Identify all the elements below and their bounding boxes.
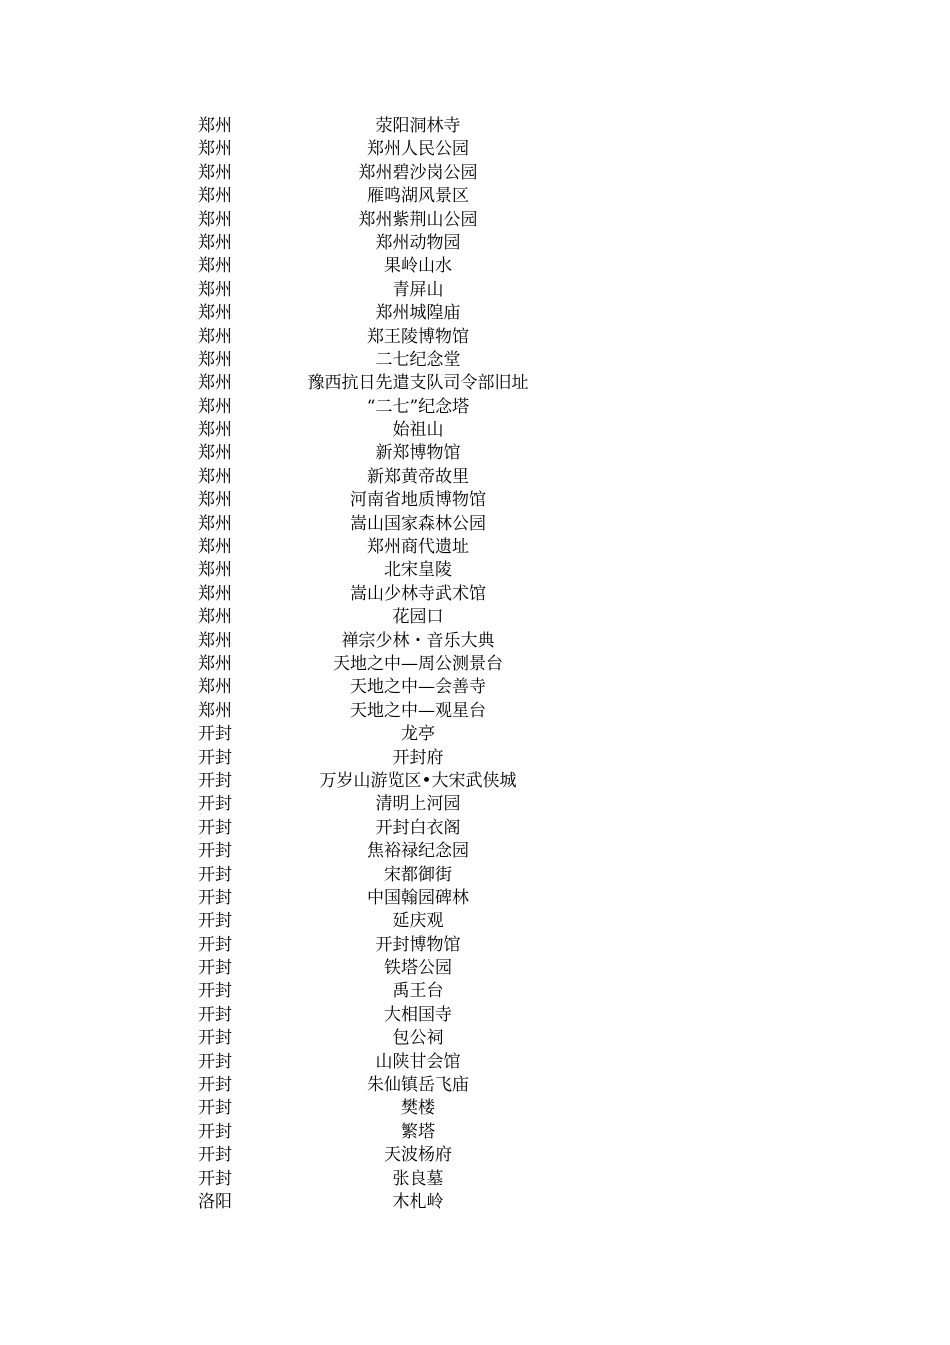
city-cell: 郑州 xyxy=(198,303,232,324)
city-cell: 郑州 xyxy=(198,630,232,651)
site-name-cell: 郑王陵博物馆 xyxy=(367,326,469,347)
site-name-cell: 郑州碧沙岗公园 xyxy=(358,162,478,183)
site-name-cell: 包公祠 xyxy=(392,1028,444,1049)
list-row xyxy=(0,513,950,536)
city-cell: 开封 xyxy=(198,724,232,745)
site-name-cell: 始祖山 xyxy=(392,420,444,441)
site-name-cell: 豫西抗日先遣支队司令部旧址 xyxy=(307,373,529,394)
city-cell: 开封 xyxy=(198,958,232,979)
list-row xyxy=(0,442,950,465)
site-name-cell: 焦裕禄纪念园 xyxy=(367,841,469,862)
city-cell: 郑州 xyxy=(198,349,232,370)
site-name-cell: 郑州城隍庙 xyxy=(375,303,461,324)
site-name-cell: 天地之中—周公测景台 xyxy=(333,653,503,674)
city-cell: 开封 xyxy=(198,841,232,862)
city-cell: 郑州 xyxy=(198,490,232,511)
list-row xyxy=(0,700,950,723)
list-row xyxy=(0,1121,950,1144)
site-name-cell: 郑州紫荆山公园 xyxy=(358,209,478,230)
site-name-cell: 禅宗少林・音乐大典 xyxy=(341,630,495,651)
list-row xyxy=(0,864,950,887)
city-cell: 郑州 xyxy=(198,607,232,628)
list-row xyxy=(0,185,950,208)
site-name-cell: 天波杨府 xyxy=(384,1145,452,1166)
list-row xyxy=(0,1004,950,1027)
list-row xyxy=(0,1051,950,1074)
site-name-cell: 繁塔 xyxy=(401,1121,435,1142)
list-row xyxy=(0,980,950,1003)
list-row xyxy=(0,536,950,559)
list-row xyxy=(0,209,950,232)
city-cell: 开封 xyxy=(198,794,232,815)
city-cell: 开封 xyxy=(198,911,232,932)
site-name-cell: 龙亭 xyxy=(401,724,435,745)
list-row xyxy=(0,630,950,653)
site-name-cell: 天地之中—观星台 xyxy=(350,700,486,721)
list-row xyxy=(0,466,950,489)
list-row xyxy=(0,115,950,138)
site-name-cell: 郑州人民公园 xyxy=(367,139,469,160)
site-name-cell: 山陕甘会馆 xyxy=(375,1051,461,1072)
city-cell: 郑州 xyxy=(198,583,232,604)
list-row xyxy=(0,559,950,582)
site-name-cell: 宋都御街 xyxy=(384,864,452,885)
site-name-cell: 开封府 xyxy=(392,747,444,768)
site-name-cell: 禹王台 xyxy=(392,981,444,1002)
list-row xyxy=(0,1027,950,1050)
site-name-cell: 荥阳洞林寺 xyxy=(375,116,461,136)
city-cell: 郑州 xyxy=(198,537,232,558)
city-cell: 郑州 xyxy=(198,186,232,207)
site-name-cell: “二七”纪念塔 xyxy=(366,396,470,417)
list-row xyxy=(0,162,950,185)
site-name-cell: 河南省地质博物馆 xyxy=(350,490,486,511)
site-name-cell: 雁鸣湖风景区 xyxy=(367,186,469,207)
list-row xyxy=(0,489,950,512)
city-cell: 开封 xyxy=(198,934,232,955)
list-row xyxy=(0,934,950,957)
site-name-cell: 郑州动物园 xyxy=(375,232,461,253)
list-row xyxy=(0,279,950,302)
list-row xyxy=(0,1144,950,1167)
city-cell: 开封 xyxy=(198,1168,232,1189)
city-cell: 洛阳 xyxy=(198,1191,232,1212)
city-cell: 郑州 xyxy=(198,653,232,674)
city-cell: 郑州 xyxy=(198,256,232,277)
city-cell: 开封 xyxy=(198,1075,232,1096)
city-cell: 郑州 xyxy=(198,373,232,394)
city-cell: 开封 xyxy=(198,1028,232,1049)
list-row xyxy=(0,419,950,442)
city-cell: 郑州 xyxy=(198,279,232,300)
site-name-cell: 樊楼 xyxy=(401,1098,435,1119)
city-cell: 开封 xyxy=(198,1121,232,1142)
list-row xyxy=(0,232,950,255)
site-name-cell: 青屏山 xyxy=(392,279,444,300)
list-row xyxy=(0,676,950,699)
site-name-cell: 嵩山少林寺武术馆 xyxy=(350,583,486,604)
site-name-cell: 天地之中—会善寺 xyxy=(350,677,486,698)
city-cell: 开封 xyxy=(198,1145,232,1166)
city-cell: 郑州 xyxy=(198,466,232,487)
site-name-cell: 二七纪念堂 xyxy=(375,349,461,370)
city-cell: 郑州 xyxy=(198,420,232,441)
site-name-cell: 大相国寺 xyxy=(384,1004,452,1025)
site-name-cell: 开封白衣阁 xyxy=(375,817,461,838)
site-name-cell: 朱仙镇岳飞庙 xyxy=(367,1075,469,1096)
list-row xyxy=(0,747,950,770)
list-row xyxy=(0,326,950,349)
list-row xyxy=(0,396,950,419)
site-name-cell: 清明上河园 xyxy=(375,794,461,815)
site-name-cell: 新郑博物馆 xyxy=(375,443,461,464)
list-row xyxy=(0,653,950,676)
site-name-cell: 嵩山国家森林公园 xyxy=(350,513,486,534)
city-cell: 郑州 xyxy=(198,116,232,136)
city-cell: 郑州 xyxy=(198,396,232,417)
city-cell: 郑州 xyxy=(198,209,232,230)
site-name-cell: 北宋皇陵 xyxy=(384,560,452,581)
list-row xyxy=(0,583,950,606)
site-name-cell: 郑州商代遗址 xyxy=(367,537,469,558)
site-name-cell: 铁塔公园 xyxy=(384,958,452,979)
city-cell: 郑州 xyxy=(198,139,232,160)
list-row xyxy=(0,887,950,910)
attraction-list xyxy=(0,115,950,1214)
list-row xyxy=(0,1191,950,1214)
city-cell: 开封 xyxy=(198,770,232,791)
city-cell: 开封 xyxy=(198,747,232,768)
city-cell: 郑州 xyxy=(198,700,232,721)
city-cell: 开封 xyxy=(198,1051,232,1072)
city-cell: 郑州 xyxy=(198,232,232,253)
list-row xyxy=(0,957,950,980)
site-name-cell: 木札岭 xyxy=(392,1191,444,1212)
site-name-cell: 万岁山游览区•大宋武侠城 xyxy=(319,770,517,791)
list-row xyxy=(0,1097,950,1120)
city-cell: 郑州 xyxy=(198,443,232,464)
site-name-cell: 开封博物馆 xyxy=(375,934,461,955)
city-cell: 开封 xyxy=(198,887,232,908)
site-name-cell: 果岭山水 xyxy=(384,256,452,277)
list-row xyxy=(0,723,950,746)
city-cell: 郑州 xyxy=(198,560,232,581)
site-name-cell: 延庆观 xyxy=(392,911,444,932)
list-row xyxy=(0,770,950,793)
city-cell: 开封 xyxy=(198,817,232,838)
list-row xyxy=(0,138,950,161)
city-cell: 开封 xyxy=(198,981,232,1002)
city-cell: 郑州 xyxy=(198,326,232,347)
list-row xyxy=(0,840,950,863)
site-name-cell: 中国翰园碑林 xyxy=(367,887,469,908)
list-row xyxy=(0,349,950,372)
city-cell: 郑州 xyxy=(198,162,232,183)
list-row xyxy=(0,817,950,840)
list-row xyxy=(0,793,950,816)
list-row xyxy=(0,606,950,629)
list-row xyxy=(0,910,950,933)
list-row xyxy=(0,255,950,278)
city-cell: 开封 xyxy=(198,1098,232,1119)
list-row xyxy=(0,372,950,395)
list-row xyxy=(0,1074,950,1097)
city-cell: 开封 xyxy=(198,864,232,885)
list-row xyxy=(0,1168,950,1191)
city-cell: 郑州 xyxy=(198,677,232,698)
site-name-cell: 花园口 xyxy=(392,607,444,628)
site-name-cell: 张良墓 xyxy=(392,1168,444,1189)
list-row xyxy=(0,302,950,325)
city-cell: 郑州 xyxy=(198,513,232,534)
city-cell: 开封 xyxy=(198,1004,232,1025)
site-name-cell: 新郑黄帝故里 xyxy=(367,466,469,487)
